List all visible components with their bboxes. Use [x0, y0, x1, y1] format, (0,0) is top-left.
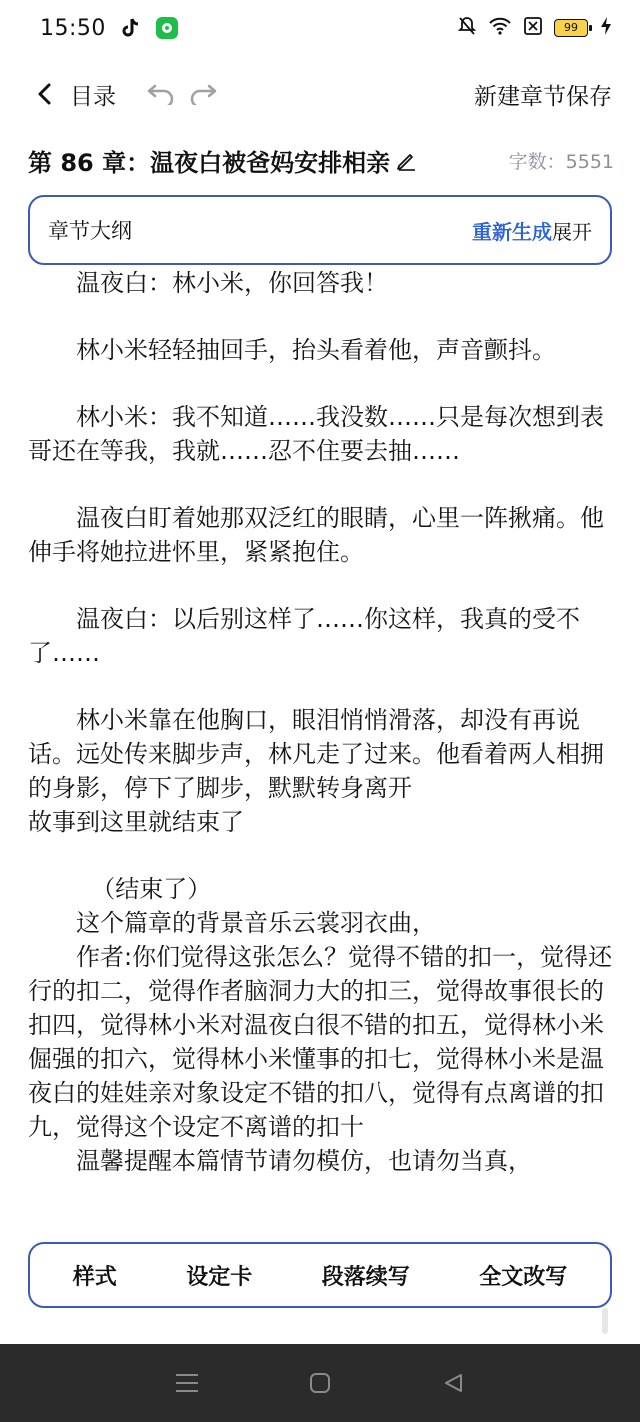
- paragraph: 林小米轻轻抽回手，抬头看着他，声音颤抖。: [76, 336, 556, 364]
- paragraph: 故事到这里就结束了: [28, 808, 244, 836]
- chapter-title-wrap[interactable]: [28, 143, 418, 178]
- outline-label: 章节大纲: [48, 219, 132, 243]
- regenerate-button[interactable]: 重新生成: [472, 219, 552, 244]
- back-triangle-icon[interactable]: [433, 1363, 473, 1403]
- toolbar-left: [30, 78, 220, 111]
- paragraph: 温夜白：以后别这样了……你这样，我真的受不了……: [28, 605, 580, 667]
- paragraph: 温夜白盯着她那双泛红的眼睛，心里一阵揪痛。他伸手将她拉进怀里，紧紧抱住。: [28, 504, 604, 566]
- status-time: 15:50: [40, 15, 106, 41]
- chapter-content-editor[interactable]: [28, 266, 614, 1241]
- paragraph: 林小米靠在他胸口，眼泪悄悄滑落，却没有再说话。远处传来脚步声，林凡走了过来。他看着两人相拥的身影，停下了脚步，默默转身离开: [28, 706, 604, 802]
- sim-icon: [524, 17, 542, 39]
- mute-icon: [458, 16, 476, 40]
- word-count: 字数：5551: [508, 150, 614, 173]
- battery-icon: 99: [554, 19, 588, 37]
- pencil-edit-icon[interactable]: [394, 148, 418, 172]
- back-arrow-icon[interactable]: [30, 80, 58, 108]
- paragraph: 这个篇章的背景音乐云裳羽衣曲，: [76, 909, 436, 937]
- save-button[interactable]: 保存: [566, 83, 612, 110]
- undo-icon[interactable]: [144, 80, 176, 108]
- setting-card-button[interactable]: 设定卡: [186, 1264, 253, 1290]
- scrollbar-thumb[interactable]: [602, 1308, 608, 1334]
- green-app-icon: [156, 17, 178, 39]
- paragraph: （结束了）: [76, 875, 212, 903]
- status-bar-right: [458, 16, 612, 40]
- toolbar-right: [474, 78, 612, 111]
- redo-icon[interactable]: [188, 80, 220, 108]
- status-bar-left: [40, 16, 178, 41]
- paragraph: 作者:你们觉得这张怎么？觉得不错的扣一，觉得还行的扣二，觉得作者脑洞力大的扣三，觉得故事很长的扣四，觉得林小米对温夜白很不错的扣五，觉得林小米倔强的扣六，觉得林小米懂事的扣七，觉得林小米是温夜白的娃娃亲对象设定不错的扣八，觉得有点离谱的扣九，觉得这个设定不离谱的扣十: [28, 943, 613, 1141]
- chapter-header: [28, 140, 614, 180]
- style-button[interactable]: 样式: [72, 1264, 117, 1290]
- paragraph: 温馨提醒本篇情节请勿模仿，也请勿当真，: [76, 1147, 532, 1175]
- menu-icon[interactable]: [167, 1363, 207, 1403]
- paragraph: 温夜白：林小米，你回答我！: [76, 269, 388, 297]
- bottom-action-bar: [28, 1242, 612, 1308]
- status-bar: [0, 0, 640, 56]
- new-chapter-button[interactable]: 新建章节: [474, 83, 566, 110]
- rewrite-all-button[interactable]: 全文改写: [479, 1264, 568, 1290]
- home-icon[interactable]: [300, 1363, 340, 1403]
- chapter-outline-panel[interactable]: [28, 195, 612, 265]
- continue-paragraph-button[interactable]: 段落续写: [321, 1264, 410, 1290]
- paragraph: 林小米：我不知道……我没数……只是每次想到表哥还在等我，我就……忍不住要去抽……: [28, 403, 604, 465]
- outline-actions: [472, 216, 592, 245]
- editor-toolbar: [0, 64, 640, 124]
- tiktok-icon: [120, 17, 142, 39]
- wifi-icon: [488, 17, 512, 39]
- chapter-title[interactable]: 第 86 章：温夜白被爸妈安排相亲: [28, 148, 391, 177]
- expand-button[interactable]: 展开: [552, 219, 592, 244]
- system-navigation-bar: [0, 1344, 640, 1422]
- charging-icon: [600, 16, 612, 40]
- catalog-button[interactable]: 目录: [70, 83, 116, 110]
